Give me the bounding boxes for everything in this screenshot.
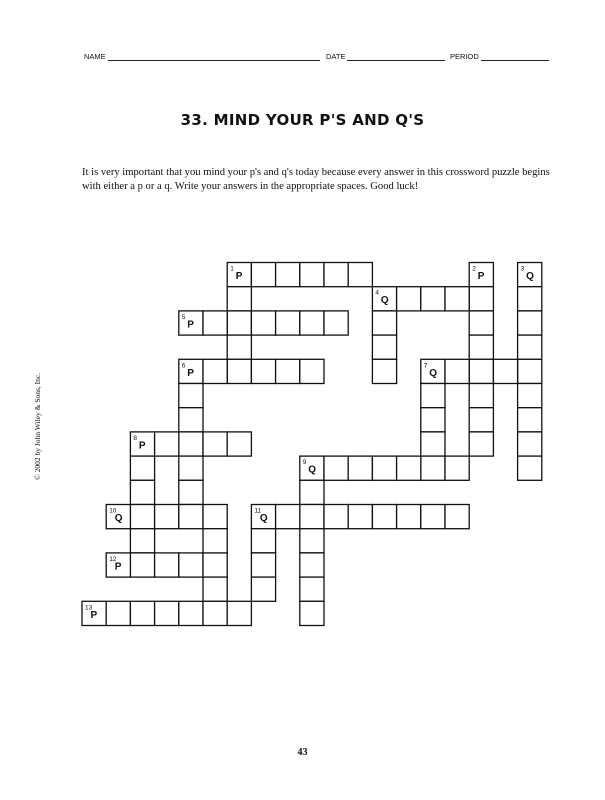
period-label: PERIOD bbox=[450, 52, 479, 61]
grid-cell[interactable] bbox=[227, 359, 251, 383]
grid-cell[interactable] bbox=[372, 335, 396, 359]
clue-number-4: 4 bbox=[375, 289, 380, 297]
grid-cell[interactable] bbox=[251, 529, 275, 553]
clue-number-8: 8 bbox=[133, 434, 138, 442]
grid-cell[interactable] bbox=[372, 456, 396, 480]
copyright-text: © 2002 by John Wiley & Sons, Inc. bbox=[33, 372, 42, 480]
grid-cell[interactable] bbox=[251, 311, 275, 335]
page-number: 43 bbox=[297, 747, 308, 758]
grid-cell[interactable] bbox=[179, 553, 203, 577]
grid-cell[interactable] bbox=[155, 432, 179, 456]
clue-number-13: 13 bbox=[85, 604, 93, 612]
grid-cell[interactable] bbox=[300, 505, 324, 529]
grid-cell[interactable] bbox=[445, 505, 469, 529]
grid-cell[interactable] bbox=[300, 553, 324, 577]
clue-number-2: 2 bbox=[472, 265, 476, 273]
grid-cell[interactable] bbox=[227, 311, 251, 335]
grid-cell[interactable] bbox=[469, 311, 493, 335]
grid-cell[interactable] bbox=[421, 384, 445, 408]
grid-cell[interactable] bbox=[445, 287, 469, 311]
grid-cell[interactable] bbox=[130, 480, 154, 504]
grid-cell[interactable] bbox=[397, 505, 421, 529]
grid-cell[interactable] bbox=[227, 335, 251, 359]
grid-cell[interactable] bbox=[155, 505, 179, 529]
grid-cell[interactable] bbox=[130, 456, 154, 480]
grid-cell[interactable] bbox=[203, 553, 227, 577]
grid-cell[interactable] bbox=[469, 287, 493, 311]
grid-cell[interactable] bbox=[179, 384, 203, 408]
grid-cell[interactable] bbox=[203, 359, 227, 383]
grid-cell[interactable] bbox=[421, 456, 445, 480]
grid-cell[interactable] bbox=[372, 359, 396, 383]
grid-cells bbox=[82, 263, 542, 626]
clue-letter-10: Q bbox=[114, 513, 123, 524]
grid-cell[interactable] bbox=[130, 553, 154, 577]
grid-cell[interactable] bbox=[300, 311, 324, 335]
clue-letter-5: P bbox=[187, 319, 194, 331]
clue-letter-9: Q bbox=[308, 464, 317, 476]
grid-cell[interactable] bbox=[276, 359, 300, 383]
grid-cell[interactable] bbox=[469, 384, 493, 408]
grid-cell[interactable] bbox=[518, 311, 542, 335]
grid-cell[interactable] bbox=[251, 263, 275, 287]
grid-cell[interactable] bbox=[324, 263, 348, 287]
grid-cell[interactable] bbox=[348, 505, 372, 529]
grid-cell[interactable] bbox=[300, 359, 324, 383]
worksheet-title: 33. MIND YOUR P'S AND Q'S bbox=[180, 111, 425, 129]
grid-cell[interactable] bbox=[348, 263, 372, 287]
grid-cell[interactable] bbox=[251, 359, 275, 383]
grid-cell[interactable] bbox=[155, 601, 179, 625]
grid-cell[interactable] bbox=[493, 359, 517, 383]
clue-letter-13: P bbox=[90, 609, 98, 621]
grid-cell[interactable] bbox=[203, 311, 227, 335]
clue-letter-7: Q bbox=[429, 367, 438, 379]
grid-cell[interactable] bbox=[348, 456, 372, 480]
grid-cell[interactable] bbox=[324, 311, 348, 335]
grid-cell[interactable] bbox=[227, 432, 251, 456]
grid-cell[interactable] bbox=[251, 553, 275, 577]
instructions-text: It is very important that you mind your p's and q's today because every answer in this crossword puzzle begins with either a p or a q. Write your answers in the appropriate spaces. Good luck! bbox=[82, 167, 550, 192]
grid-cell[interactable] bbox=[518, 287, 542, 311]
grid-cell[interactable] bbox=[300, 529, 324, 553]
grid-cell[interactable] bbox=[518, 359, 542, 383]
grid-cell[interactable] bbox=[469, 432, 493, 456]
grid-cell[interactable] bbox=[445, 359, 469, 383]
grid-cell[interactable] bbox=[300, 577, 324, 601]
clue-number-10: 10 bbox=[109, 507, 117, 515]
grid-cell[interactable] bbox=[518, 456, 542, 480]
grid-cell[interactable] bbox=[445, 456, 469, 480]
grid-cell[interactable] bbox=[469, 359, 493, 383]
grid-cell[interactable] bbox=[276, 263, 300, 287]
grid-cell[interactable] bbox=[203, 432, 227, 456]
clue-letter-12: P bbox=[114, 561, 122, 573]
grid-cell[interactable] bbox=[518, 335, 542, 359]
clue-number-12: 12 bbox=[109, 555, 117, 563]
grid-cell[interactable] bbox=[179, 480, 203, 504]
grid-cell[interactable] bbox=[421, 432, 445, 456]
grid-cell[interactable] bbox=[106, 601, 130, 625]
clue-number-11: 11 bbox=[254, 507, 262, 515]
grid-cell[interactable] bbox=[130, 601, 154, 625]
grid-cell[interactable] bbox=[179, 432, 203, 456]
clue-letter-3: Q bbox=[526, 271, 534, 282]
grid-cell[interactable] bbox=[130, 505, 154, 529]
grid-cell[interactable] bbox=[300, 601, 324, 625]
grid-cell[interactable] bbox=[203, 601, 227, 625]
clue-number-7: 7 bbox=[423, 362, 428, 370]
clue-number-6: 6 bbox=[181, 362, 186, 370]
clue-number-5: 5 bbox=[181, 313, 186, 321]
clue-letter-11: Q bbox=[259, 513, 268, 524]
grid-cell[interactable] bbox=[469, 335, 493, 359]
grid-cell[interactable] bbox=[227, 601, 251, 625]
grid-cell[interactable] bbox=[421, 287, 445, 311]
grid-cell[interactable] bbox=[372, 311, 396, 335]
grid-cell[interactable] bbox=[179, 505, 203, 529]
grid-cell[interactable] bbox=[324, 456, 348, 480]
grid-cell[interactable] bbox=[469, 408, 493, 432]
grid-cell[interactable] bbox=[276, 505, 300, 529]
grid-cell[interactable] bbox=[397, 287, 421, 311]
grid-cell[interactable] bbox=[179, 601, 203, 625]
grid-cell[interactable] bbox=[421, 408, 445, 432]
grid-cell[interactable] bbox=[179, 408, 203, 432]
clue-letter-4: Q bbox=[380, 295, 389, 307]
clue-letter-1: P bbox=[235, 271, 243, 282]
clue-letter-8: P bbox=[138, 440, 146, 452]
date-label: DATE bbox=[326, 52, 346, 61]
grid-cell[interactable] bbox=[518, 384, 542, 408]
grid-cell[interactable] bbox=[203, 505, 227, 529]
grid-cell[interactable] bbox=[421, 505, 445, 529]
grid-cell[interactable] bbox=[372, 505, 396, 529]
grid-cell[interactable] bbox=[130, 529, 154, 553]
grid-cell[interactable] bbox=[300, 263, 324, 287]
grid-cell[interactable] bbox=[276, 311, 300, 335]
grid-cell[interactable] bbox=[179, 456, 203, 480]
clue-number-9: 9 bbox=[302, 459, 307, 467]
clue-letter-6: P bbox=[187, 367, 194, 379]
clue-number-3: 3 bbox=[520, 265, 525, 273]
grid-cell[interactable] bbox=[203, 577, 227, 601]
grid-cell[interactable] bbox=[251, 577, 275, 601]
grid-cell[interactable] bbox=[518, 408, 542, 432]
grid-cell[interactable] bbox=[155, 553, 179, 577]
grid-cell[interactable] bbox=[203, 529, 227, 553]
grid-cell[interactable] bbox=[324, 505, 348, 529]
name-label: NAME bbox=[84, 52, 106, 61]
clue-letter-2: P bbox=[477, 271, 485, 282]
clue-number-1: 1 bbox=[230, 265, 234, 273]
grid-cell[interactable] bbox=[397, 456, 421, 480]
grid-cell[interactable] bbox=[518, 432, 542, 456]
grid-cell[interactable] bbox=[227, 287, 251, 311]
grid-cell[interactable] bbox=[300, 480, 324, 504]
